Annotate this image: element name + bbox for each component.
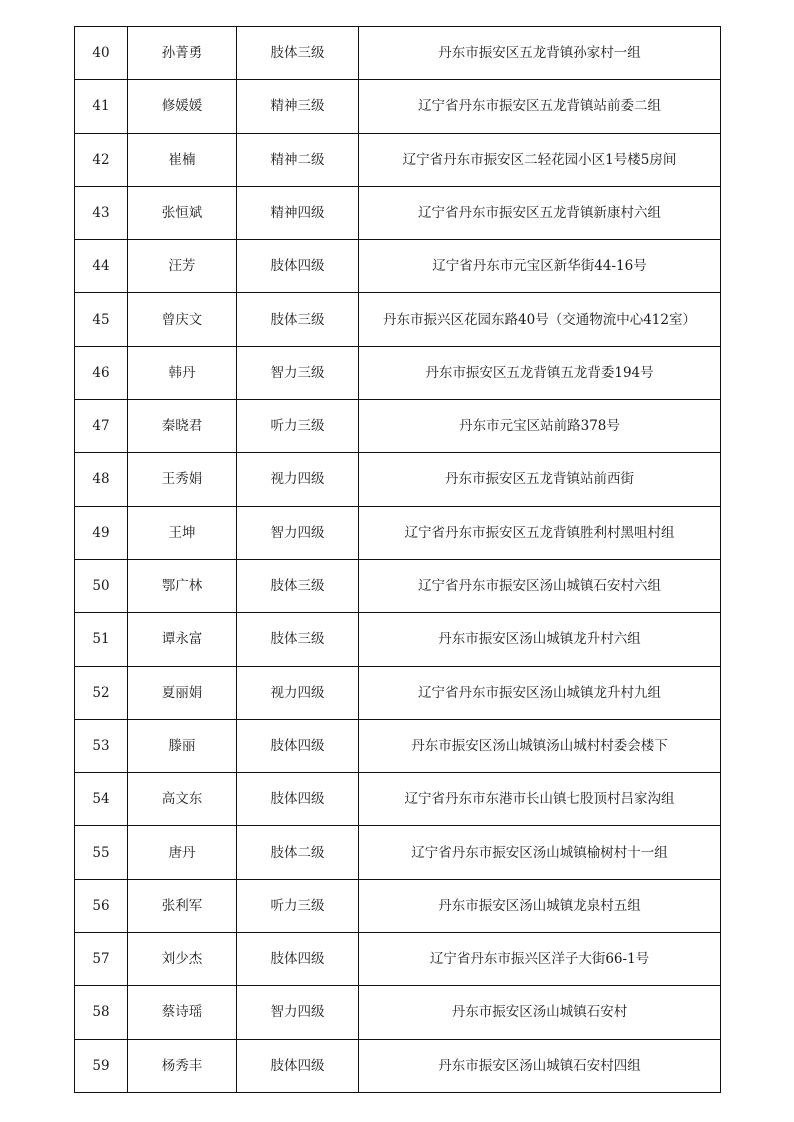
disability-level-cell: 肢体三级	[237, 613, 359, 666]
disability-level-cell: 肢体三级	[237, 293, 359, 346]
row-number-cell: 49	[75, 506, 128, 559]
table-row	[75, 186, 721, 239]
address-cell: 丹东市振兴区花园东路40号（交通物流中心412室）	[359, 293, 721, 346]
table-row	[75, 773, 721, 826]
person-name-cell: 张利军	[128, 879, 237, 932]
address-cell: 辽宁省丹东市振安区五龙背镇站前委二组	[359, 80, 721, 133]
person-name-cell: 孙菁勇	[128, 27, 237, 80]
address-cell: 丹东市振安区汤山城镇石安村四组	[359, 1039, 721, 1092]
person-name-cell: 鄂广林	[128, 559, 237, 612]
address-cell: 丹东市振安区五龙背镇孙家村一组	[359, 27, 721, 80]
row-number-cell: 44	[75, 240, 128, 293]
disability-level-cell: 精神四级	[237, 186, 359, 239]
address-cell: 辽宁省丹东市东港市长山镇七股顶村吕家沟组	[359, 773, 721, 826]
person-name-cell: 修媛媛	[128, 80, 237, 133]
person-name-cell: 王秀娟	[128, 453, 237, 506]
row-number-cell: 54	[75, 773, 128, 826]
person-name-cell: 崔楠	[128, 133, 237, 186]
table-row	[75, 133, 721, 186]
disability-level-cell: 肢体四级	[237, 719, 359, 772]
disability-level-cell: 肢体四级	[237, 933, 359, 986]
disability-level-cell: 肢体四级	[237, 240, 359, 293]
row-number-cell: 53	[75, 719, 128, 772]
address-cell: 丹东市振安区汤山城镇龙泉村五组	[359, 879, 721, 932]
disability-level-cell: 肢体四级	[237, 1039, 359, 1092]
row-number-cell: 59	[75, 1039, 128, 1092]
address-cell: 丹东市元宝区站前路378号	[359, 400, 721, 453]
address-cell: 辽宁省丹东市振安区二轻花园小区1号楼5房间	[359, 133, 721, 186]
row-number-cell: 48	[75, 453, 128, 506]
row-number-cell: 56	[75, 879, 128, 932]
row-number-cell: 47	[75, 400, 128, 453]
address-cell: 丹东市振安区汤山城镇石安村	[359, 986, 721, 1039]
table-row	[75, 1039, 721, 1092]
person-name-cell: 刘少杰	[128, 933, 237, 986]
disability-level-cell: 智力四级	[237, 986, 359, 1039]
disability-level-cell: 视力四级	[237, 453, 359, 506]
address-cell: 辽宁省丹东市振兴区洋子大街66-1号	[359, 933, 721, 986]
address-cell: 辽宁省丹东市振安区五龙背镇新康村六组	[359, 186, 721, 239]
row-number-cell: 41	[75, 80, 128, 133]
address-cell: 丹东市振安区汤山城镇龙升村六组	[359, 613, 721, 666]
address-cell: 辽宁省丹东市振安区汤山城镇龙升村九组	[359, 666, 721, 719]
row-number-cell: 52	[75, 666, 128, 719]
table-row	[75, 613, 721, 666]
table-row	[75, 293, 721, 346]
row-number-cell: 57	[75, 933, 128, 986]
disability-level-cell: 精神二级	[237, 133, 359, 186]
table-row	[75, 400, 721, 453]
table-row	[75, 506, 721, 559]
disability-level-cell: 智力三级	[237, 346, 359, 399]
table-row	[75, 27, 721, 80]
table-row	[75, 240, 721, 293]
row-number-cell: 50	[75, 559, 128, 612]
table-row	[75, 346, 721, 399]
address-cell: 丹东市振安区汤山城镇汤山城村村委会楼下	[359, 719, 721, 772]
disability-level-cell: 智力四级	[237, 506, 359, 559]
person-name-cell: 汪芳	[128, 240, 237, 293]
table-row	[75, 666, 721, 719]
roster-table	[74, 26, 721, 1093]
table-row	[75, 453, 721, 506]
row-number-cell: 55	[75, 826, 128, 879]
disability-level-cell: 精神三级	[237, 80, 359, 133]
row-number-cell: 45	[75, 293, 128, 346]
address-cell: 丹东市振安区五龙背镇站前西街	[359, 453, 721, 506]
row-number-cell: 58	[75, 986, 128, 1039]
person-name-cell: 谭永富	[128, 613, 237, 666]
person-name-cell: 张恒斌	[128, 186, 237, 239]
row-number-cell: 42	[75, 133, 128, 186]
person-name-cell: 杨秀丰	[128, 1039, 237, 1092]
disability-level-cell: 听力三级	[237, 400, 359, 453]
address-cell: 辽宁省丹东市振安区五龙背镇胜利村黑咀村组	[359, 506, 721, 559]
address-cell: 辽宁省丹东市振安区汤山城镇榆树村十一组	[359, 826, 721, 879]
table-row	[75, 719, 721, 772]
person-name-cell: 曾庆文	[128, 293, 237, 346]
person-name-cell: 滕丽	[128, 719, 237, 772]
roster-table-body	[75, 27, 721, 1093]
address-cell: 丹东市振安区五龙背镇五龙背委194号	[359, 346, 721, 399]
disability-level-cell: 听力三级	[237, 879, 359, 932]
table-row	[75, 559, 721, 612]
table-row	[75, 826, 721, 879]
person-name-cell: 唐丹	[128, 826, 237, 879]
address-cell: 辽宁省丹东市元宝区新华街44-16号	[359, 240, 721, 293]
person-name-cell: 夏丽娟	[128, 666, 237, 719]
table-row	[75, 879, 721, 932]
person-name-cell: 秦晓君	[128, 400, 237, 453]
row-number-cell: 43	[75, 186, 128, 239]
person-name-cell: 蔡诗瑶	[128, 986, 237, 1039]
table-row	[75, 80, 721, 133]
address-cell: 辽宁省丹东市振安区汤山城镇石安村六组	[359, 559, 721, 612]
row-number-cell: 40	[75, 27, 128, 80]
table-row	[75, 986, 721, 1039]
row-number-cell: 46	[75, 346, 128, 399]
disability-level-cell: 肢体四级	[237, 773, 359, 826]
person-name-cell: 韩丹	[128, 346, 237, 399]
person-name-cell: 高文东	[128, 773, 237, 826]
disability-level-cell: 肢体二级	[237, 826, 359, 879]
person-name-cell: 王坤	[128, 506, 237, 559]
table-row	[75, 933, 721, 986]
row-number-cell: 51	[75, 613, 128, 666]
disability-level-cell: 肢体三级	[237, 27, 359, 80]
disability-level-cell: 视力四级	[237, 666, 359, 719]
disability-level-cell: 肢体三级	[237, 559, 359, 612]
